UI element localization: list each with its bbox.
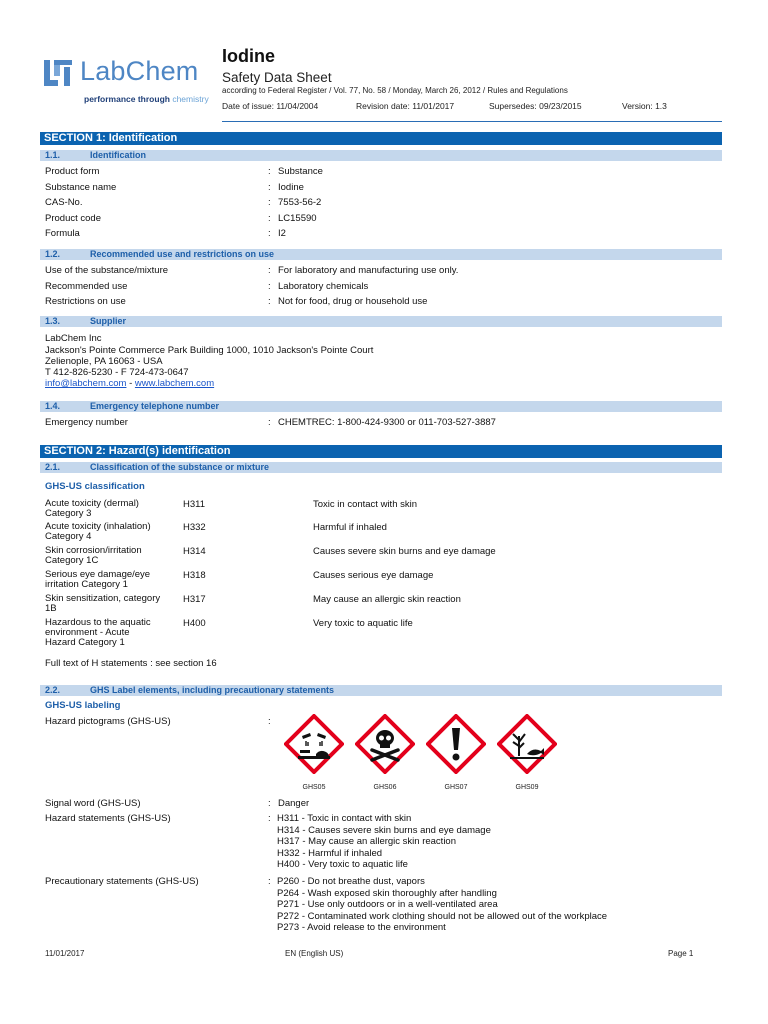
precautionary-statement: P264 - Wash exposed skin thoroughly after handling [277, 887, 497, 899]
logo-tagline: performance through chemistry [84, 94, 209, 104]
classification-row-desc: Causes serious eye damage [313, 570, 434, 581]
formula-value: I2 [278, 228, 286, 239]
classification-row-desc: Very toxic to aquatic life [313, 618, 413, 629]
cas-no-label: CAS-No. [45, 197, 83, 208]
formula-label: Formula [45, 228, 80, 239]
signal-word-value: Danger [278, 798, 310, 809]
classification-row-name: Skin corrosion/irritation Category 1C [45, 545, 142, 566]
substance-name-label: Substance name [45, 182, 117, 193]
regulation-reference: according to Federal Register / Vol. 77, No. 58 / Monday, March 26, 2012 / Rules and Regulations [222, 86, 568, 95]
ghs06-label: GHS06 [373, 784, 397, 791]
classification-row-code: H314 [183, 546, 206, 557]
section-2-bar: SECTION 2: Hazard(s) identification [40, 445, 722, 458]
restrictions-value: Not for food, drug or household use [278, 296, 428, 307]
precautionary-statement: P260 - Do not breathe dust, vapors [277, 876, 425, 887]
precautionary-statements-list [277, 876, 607, 934]
subsection-2-1-bar: 2.1. Classification of the substance or mixture [40, 462, 722, 473]
footer-date: 11/01/2017 [45, 949, 85, 958]
supersedes-date: Supersedes: 09/23/2015 [489, 101, 582, 111]
classification-row-desc: Toxic in contact with skin [313, 499, 418, 510]
ghs07-label: GHS07 [444, 784, 468, 791]
footer-language: EN (English US) [285, 949, 344, 958]
supplier-email-link[interactable]: info@labchem.com [45, 378, 127, 389]
recommended-use-value: Laboratory chemicals [278, 281, 369, 292]
signal-word-label: Signal word (GHS-US) [45, 798, 141, 809]
exclamation-icon [426, 714, 486, 774]
substance-name-value: Iodine [278, 182, 304, 193]
precautionary-statement: P271 - Use only outdoors or in a well-ventilated area [277, 899, 498, 910]
header-rule [222, 121, 722, 122]
classification-row-code: H311 [183, 499, 206, 510]
revision-date: Revision date: 11/01/2017 [356, 101, 455, 111]
hazard-statement: H332 - Harmful if inhaled [277, 847, 383, 859]
footer-page: Page 1 [668, 949, 694, 958]
date-of-issue: Date of issue: 11/04/2004 [222, 101, 319, 111]
precautionary-statements-label: Precautionary statements (GHS-US) [45, 876, 199, 887]
classification-row-code: H400 [183, 618, 206, 629]
classification-row-name: Serious eye damage/eye irritation Category 1 [45, 569, 151, 590]
emergency-number-label: Emergency number [45, 417, 128, 428]
classification-row-desc: May cause an allergic skin reaction [313, 594, 461, 605]
classification-row-name: Acute toxicity (dermal) Category 3 [45, 498, 139, 519]
subsection-1-4-bar: 1.4. Emergency telephone number [40, 401, 722, 412]
product-form-value: Substance [278, 166, 323, 177]
ghs09-label: GHS09 [515, 784, 539, 791]
classification-row-name: Hazardous to the aquatic environment - Acute Hazard Category 1 [45, 617, 151, 648]
subsection-1-3-bar: 1.3. Supplier [40, 316, 722, 327]
supplier-name: LabChem Inc [45, 333, 102, 344]
version: Version: 1.3 [622, 101, 667, 111]
hazard-statement: H311 - Toxic in contact with skin [277, 813, 412, 824]
logo-wordmark: LabChem [80, 56, 199, 86]
product-code-value: LC15590 [278, 213, 317, 224]
use-value: For laboratory and manufacturing use only. [278, 265, 459, 276]
full-text-note: Full text of H statements : see section 16 [45, 658, 217, 669]
hazard-statement: H317 - May cause an allergic skin reaction [277, 836, 457, 847]
ghs-classification-heading: GHS-US classification [45, 481, 145, 492]
cas-no-value: 7553-56-2 [278, 197, 322, 208]
product-code-label: Product code [45, 213, 101, 224]
product-form-label: Product form [45, 166, 100, 177]
supplier-address-1: Jackson's Pointe Commerce Park Building 1000, 1010 Jackson's Pointe Court [45, 345, 374, 356]
subsection-1-2-bar: 1.2. Recommended use and restrictions on use [40, 249, 722, 260]
document-title: Iodine [222, 46, 275, 66]
hazard-statements-list [277, 813, 491, 871]
labchem-logo [44, 58, 224, 108]
precautionary-statement: P272 - Contaminated work clothing should not be allowed out of the workplace [277, 910, 608, 922]
corrosion-icon [284, 714, 344, 774]
document-subtitle: Safety Data Sheet [222, 70, 332, 85]
precautionary-statement: P273 - Avoid release to the environment [277, 922, 446, 933]
subsection-2-2-bar: 2.2. GHS Label elements, including precautionary statements [40, 685, 722, 696]
restrictions-label: Restrictions on use [45, 296, 126, 307]
section-1-bar: SECTION 1: Identification [40, 132, 722, 145]
classification-row-code: H318 [183, 570, 206, 581]
ghs-labeling-heading: GHS-US labeling [45, 700, 121, 711]
supplier-contact: info@labchem.com - www.labchem.com [45, 378, 215, 389]
classification-row-name: Acute toxicity (inhalation) Category 4 [45, 521, 151, 542]
labchem-logo-icon [44, 60, 74, 86]
emergency-number-value: CHEMTREC: 1-800-424-9300 or 011-703-527-3887 [278, 417, 496, 428]
ghs05-label: GHS05 [302, 784, 326, 791]
skull-crossbones-icon [355, 714, 415, 774]
classification-row-code: H332 [183, 522, 206, 533]
sds-page: LabChem performance through chemistry Iodine Safety Data Sheet according to Federal Register / Vol. 77, No. 58 / Monday, March 26, 2012 / Rules and Regulations Date of issue: 11/04/2004 Revision date: 11/01/2017 Supersedes: 09/23/2015 Version: 1.3 SECTION 1: Identification 1.1. Identification Product form : Substance Substance name : Iodine CAS-No. : 7553-56-2 Product code : LC15590 Formula : I2 1.2. Recommended use and restrictions on use Use of the substance/mixture : For laboratory and manufacturing use only. Recommended use : Laboratory chemicals Restrictions on use : Not for food, drug or household use 1.3. Supplier LabChem Inc Jackson's Pointe Commerce Park Building 1000, 1010 Jackson's Pointe Court Zelienople, PA 16063 - USA T 412-826-5230 - F 724-473-0647 info@labchem.com - www.labchem.com 1.4. Emergency telephone number Emergency number : CHEMTREC: 1-800-424-9300 or 011-703-527-3887 SECTION 2: Hazard(s) identification 2.1. Classification of the substance or mixture GHS-US classification Acute toxicity (dermal) Category 3 H311 Toxic in contact with skin Acute toxicity (inhalation) Category 4 H332 Harmful if inhaled Skin corrosion/irritation Category 1C H314 Causes severe skin burns and eye damage Serious eye damage/eye irritation Category 1 H318 Causes serious eye damage Skin sensitization, category 1B H317 May cause an allergic skin reaction Hazardous to the aquatic environment - Acute Hazard Category 1 H400 Very toxic to aquatic life Full text of H statements : see section 16 2.2. GHS Label elements, including precautionary statements GHS-US labeling Hazard pictograms (GHS-US) : GHS05 GHS06 GHS07 GHS09 Signal word (GHS-US) : Danger Hazard statements (GHS-US) : H311 - Toxic in contact with skin H314 - Causes severe skin burns and eye damage H317 - May cause an allergic skin reaction H332 - Harmful if inhaled H400 - Very toxic to aquatic life Precautionary statements (GHS-US) : P260 - Do not breathe dust, vapors P264 - Wash exposed skin thoroughly after handling P271 - Use only outdoors or in a well-ventilated area P272 - Contaminated work clothing should not be allowed out of the workplace P273 - Avoid release to the environment 11/01/2017 EN (English US) Page 1 [0, 0, 768, 1024]
supplier-web-link[interactable]: www.labchem.com [134, 378, 215, 389]
supplier-phone: T 412-826-5230 - F 724-473-0647 [45, 367, 189, 378]
environment-icon [497, 714, 557, 774]
classification-row-code: H317 [183, 594, 206, 605]
classification-row-name: Skin sensitization, category 1B [45, 593, 161, 614]
hazard-pictograms-label: Hazard pictograms (GHS-US) [45, 716, 171, 727]
hazard-statement: H314 - Causes severe skin burns and eye damage [277, 824, 491, 836]
hazard-statements-label: Hazard statements (GHS-US) [45, 813, 171, 824]
hazard-statement: H400 - Very toxic to aquatic life [277, 859, 408, 870]
supplier-address-2: Zelienople, PA 16063 - USA [45, 356, 163, 367]
classification-row-desc: Harmful if inhaled [313, 522, 387, 533]
use-label: Use of the substance/mixture [45, 265, 169, 276]
subsection-1-1-bar: 1.1. Identification [40, 150, 722, 161]
recommended-use-label: Recommended use [45, 281, 128, 292]
classification-row-desc: Causes severe skin burns and eye damage [313, 546, 496, 557]
